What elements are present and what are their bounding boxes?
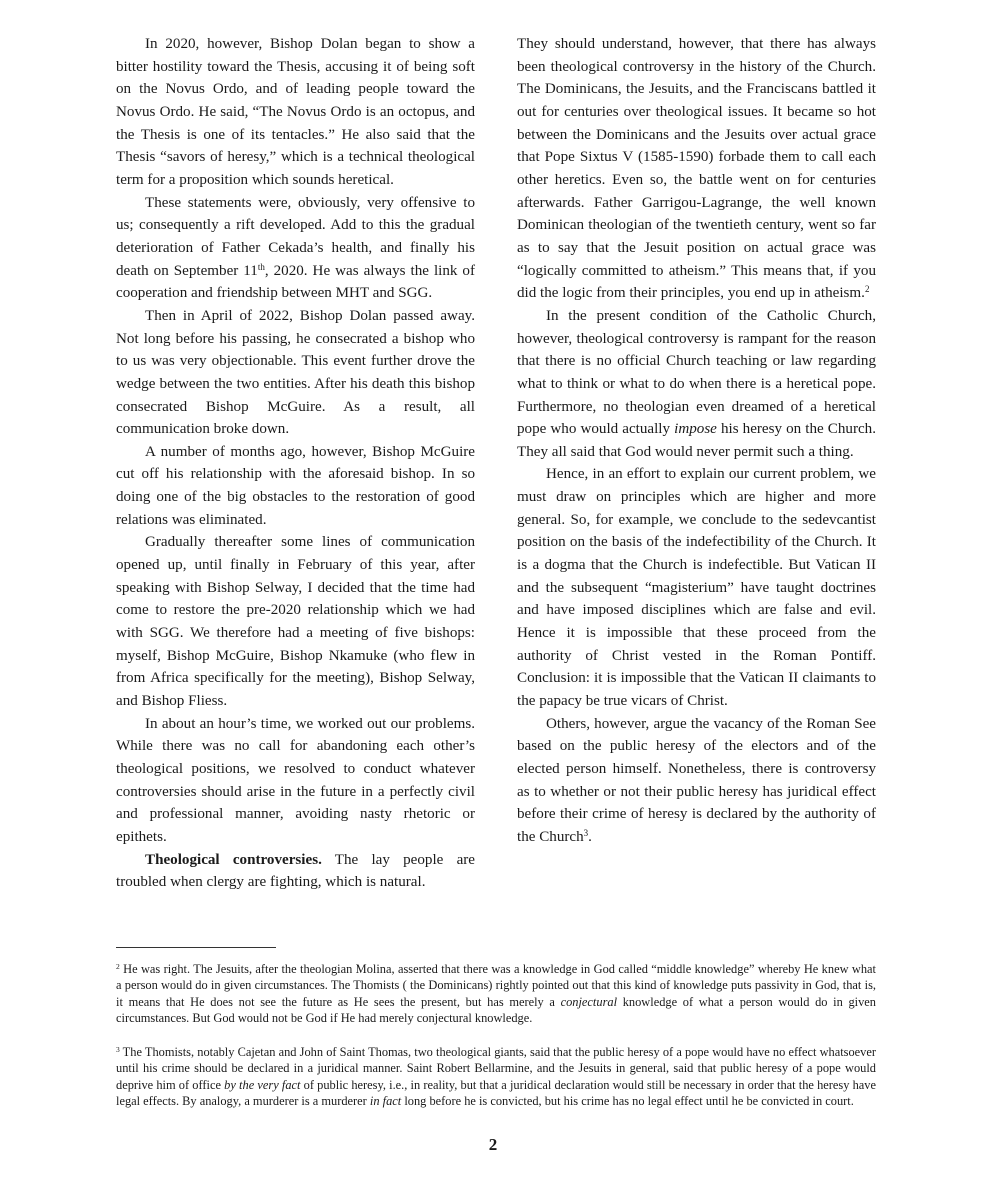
text-run: The Thomists, notably Cajetan and John of Saint Thomas, two theological giants, said that the public heresy of a pope would have no effect whatsoever until his crime should be declared in a juridical manner. Saint Robert Bellarmine, and the Jesuits in general, said that public heresy of a pope would deprive him of office bbox=[116, 1045, 876, 1092]
emphasis: by the very fact bbox=[224, 1077, 301, 1092]
paragraph: In 2020, however, Bishop Dolan began to show a bitter hostility toward the Thesis, accusing it of being soft on the Novus Ordo, and of leading people toward the Novus Ordo. He said, “The Novus Ordo is an octopus, and the Thesis is one of its tentacles.” He also said that the Thesis “savors of heresy,” which is a technical theological term for a proposition which sounds heretical. bbox=[116, 36, 475, 188]
text-run: , 2020. He was always the link of cooperation and friendship between MHT and SGG. bbox=[116, 262, 475, 302]
footnote-2 bbox=[116, 961, 876, 1026]
ordinal-suffix: th bbox=[257, 261, 265, 272]
paragraph: A number of months ago, however, Bishop McGuire cut off his relationship with the aforesaid bishop. In so doing one of the big obstacles to the restoration of good relations was eliminated. bbox=[116, 443, 475, 528]
two-column-body bbox=[116, 33, 876, 894]
paragraph bbox=[517, 713, 876, 849]
footnote-ref-3[interactable]: 3 bbox=[583, 827, 589, 838]
page-number: 2 bbox=[488, 1135, 498, 1154]
text-run: In the present condition of the Catholic Church, however, theological controversy is rampant for the reason that there is no official Church teaching or law regarding what to think or what to do when there is a heretical pope. Furthermore, no theologian even dreamed of a heretical pope who would actually bbox=[517, 307, 876, 438]
emphasis: impose bbox=[674, 421, 717, 438]
text-run: knowledge of what a person would do in given circumstances. But God would not be God if He had merely conjectural knowledge. bbox=[116, 994, 876, 1025]
footnote-3 bbox=[116, 1044, 876, 1109]
text-run: his heresy on the Church. They all said that God would never permit such a thing. bbox=[517, 421, 876, 460]
text-run: They should understand, however, that there has always been theological controversy in the history of the Church. The Dominicans, the Jesuits, and the Franciscans battled it out for centuries over theological issues. It became so hot between the Dominicans and the Jesuits over actual grace that Pope Sixtus V (1585-1590) forbade them to call each other heretics. Even so, the battle went on for centuries afterwards. Father Garrigou-Lagrange, the well known Dominican theologian of the twentieth century, went so far as to say that the Jesuit position on actual grace was “logically committed to atheism.” This means that, if you did the logic from their principles, you end up in atheism. bbox=[517, 36, 876, 302]
section-run-in-heading: Theological controversies. bbox=[145, 851, 322, 868]
right-column bbox=[517, 33, 876, 894]
footnote-marker: 3 bbox=[116, 1045, 120, 1055]
paragraph bbox=[517, 305, 876, 464]
emphasis: in fact bbox=[369, 1094, 402, 1109]
left-column bbox=[116, 33, 475, 894]
text-run: . bbox=[588, 828, 592, 845]
text-run: The lay people are troubled when clergy are fighting, which is natural. bbox=[116, 851, 475, 891]
paragraph bbox=[116, 192, 475, 305]
footnotes bbox=[116, 961, 876, 1127]
footnote-separator bbox=[116, 947, 276, 948]
emphasis: conjectural bbox=[560, 994, 618, 1009]
text-run: of public heresy, i.e., in reality, but that a juridical declaration would still be necessary in order that the heresy have legal effects. By analogy, a murderer is a murderer bbox=[116, 1077, 877, 1109]
text-run: These statements were, obviously, very offensive to us; consequently a rift developed. Add to this the gradual deterioration of Father Cekada’s health, and finally his death on September 11 bbox=[116, 194, 475, 279]
paragraph: Hence, in an effort to explain our current problem, we must draw on principles which are higher and more general. So, for example, we conclude to the sedevcantist position on the basis of the indefectibility of the Church. It is a dogma that the Church is indefectible. But Vatican II and the subsequent “magisterium” have taught doctrines and have imposed disciplines which are false and evil. Hence it is impossible that these proceed from the authority of Christ vested in the Roman Pontiff. Conclusion: it is impossible that the Vatican II claimants to the papacy be true vicars of Christ. bbox=[517, 466, 876, 710]
text-run: He was right. The Jesuits, after the theologian Molina, asserted that there was a knowledge in God called “middle knowledge” whereby He knew what a person would do in given circumstances. The Thomists ( the Dominicans) rightly pointed out that this kind of knowledge puts passivity in God, that is, it means that He does not see the future as He sees the present, but has merely a bbox=[116, 962, 876, 1009]
footnote-marker: 2 bbox=[116, 962, 120, 971]
footnote-ref-2[interactable]: 2 bbox=[864, 284, 870, 295]
paragraph bbox=[517, 33, 876, 305]
paragraph: In about an hour’s time, we worked out our problems. While there was no call for abandoning each other’s theological positions, we resolved to conduct whatever controversies should arise in the future in a perfectly civil and professional manner, avoiding nasty rhetoric or epithets. bbox=[116, 715, 475, 845]
paragraph: Then in April of 2022, Bishop Dolan passed away. Not long before his passing, he consecrated a bishop who to us was very objectionable. This event further drove the wedge between the two entities. After his death this bishop consecrated Bishop McGuire. As a result, all communication broke down. bbox=[116, 307, 475, 438]
text-run: Others, however, argue the vacancy of the Roman See based on the public heresy of the electors and of the elected person himself. Nonetheless, there is controversy as to whether or not their public heresy has juridical effect before their crime of heresy is declared by the authority of the Church bbox=[517, 715, 876, 845]
paragraph bbox=[116, 849, 475, 894]
text-run: long before he is convicted, but his crime has no legal effect until he be convicted in court. bbox=[401, 1094, 854, 1109]
paragraph: Gradually thereafter some lines of communication opened up, until finally in February of this year, after speaking with Bishop Selway, I decided that the time had come to restore the pre-2020 relationship which we had with SGG. We therefore had a meeting of five bishops: myself, Bishop McGuire, Bishop Nkamuke (who flew in from Africa specifically for the meeting), Bishop Selway, and Bishop Fliess. bbox=[116, 534, 475, 710]
